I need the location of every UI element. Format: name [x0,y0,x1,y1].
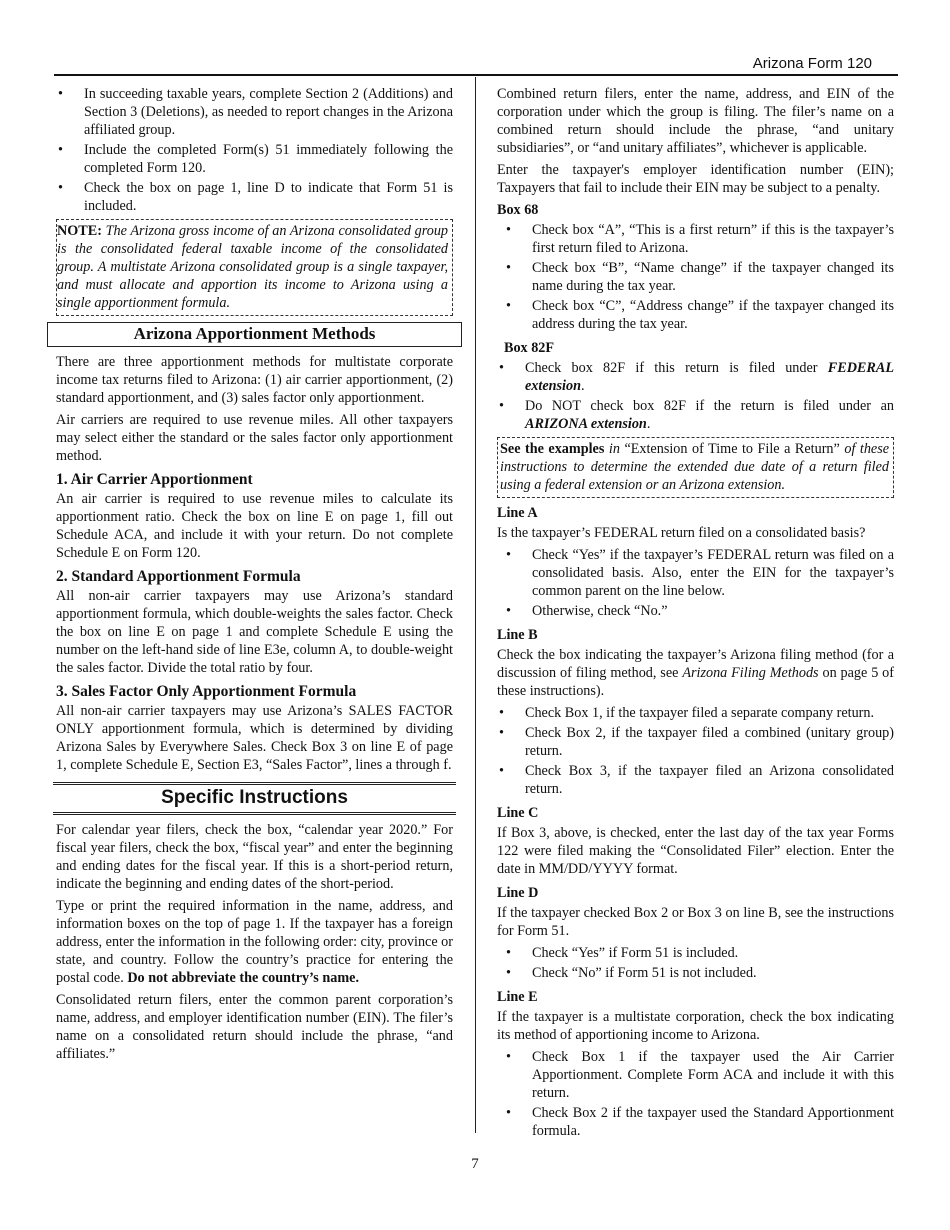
bold-text: Do not abbreviate the country’s name. [127,970,360,986]
paragraph [497,646,894,700]
list-item: • Check “Yes” if Form 51 is included. [497,944,894,962]
paragraph: Enter the taxpayer's employer identification number (EIN); Taxpayers that fail to include their EIN may be subject to a penalty. [497,162,894,196]
note-text: The Arizona gross income of an Arizona consolidated group is the consolidated federal taxable income of the consolidated group. A multistate Arizona consolidated group is a single taxpayer, and must allocate and apportion its income to Arizona using a single apportionment formula. [57,223,449,311]
header-rule [54,74,898,76]
list-item: • Check the box on page 1, line D to indicate that Form 51 is included. [56,179,453,215]
right-column [497,85,894,1142]
paragraph: Combined return filers, enter the name, address, and EIN of the corporation under which the group is filing. The filer’s name on a combined return should include the phrase, “and unitary subsidiaries”, or “and unitary affiliates”, whichever is applicable. [497,86,894,156]
note-label: See the examples [500,441,605,457]
paragraph: If the taxpayer is a multistate corporation, check the box indicating its method of apportioning income to Arizona. [497,1009,894,1043]
subheading-line-c: Line C [497,805,539,821]
box82f-list [497,359,894,433]
list-text: Do NOT check box 82F if the return is filed under an [525,398,894,414]
subheading-line-d: Line D [497,885,539,901]
paragraph: All non-air carrier taxpayers may use Arizona’s standard apportionment formula, which double-weights the sales factor. Check the box on line E on page 1 and complete Schedule E using the number on the left-hand side of line E3e, column A, to double-weight the sales factor. Divide the total ratio by four. [56,588,453,676]
line-b-list [497,704,894,798]
list-item: • Do NOT check box 82F if the return is filed under an ARIZONA extension. [497,397,894,433]
list-item: • Check Box 2, if the taxpayer filed a combined (unitary group) return. [497,724,894,760]
note-text: in [608,441,620,457]
left-column [56,85,453,1067]
list-item: • In succeeding taxable years, complete Section 2 (Additions) and Section 3 (Deletions), as needed to report changes in the Arizona affiliated group. [56,85,453,139]
subheading-line-a: Line A [497,505,538,521]
line-d-list [497,944,894,982]
section-heading-apportionment: Arizona Apportionment Methods [47,322,462,347]
paragraph-text: on page 5 of these instructions). [497,665,895,699]
subheading-line-b: Line B [497,627,538,643]
subheading-box82f: Box 82F [504,340,555,356]
column-divider [475,77,476,1133]
paragraph [56,897,453,987]
subheading-box68: Box 68 [497,202,539,218]
paragraph: Is the taxpayer’s FEDERAL return filed on a consolidated basis? [497,525,866,541]
list-item: • Check Box 2 if the taxpayer used the Standard Apportionment formula. [497,1104,894,1140]
note-text: of these instructions to determine the extended due date of a return filed using a federal extension or an Arizona extension. [500,441,890,493]
paragraph: For calendar year filers, check the box, “calendar year 2020.” For fiscal year filers, check the box, “fiscal year” and enter the beginning and ending dates for the fiscal year. If this is a short-period return, indicate the beginning and ending dates of the short-period. [56,822,453,892]
list-item: • Check box “B”, “Name change” if the taxpayer changed its name during the tax year. [497,259,894,295]
list-item: • Check Box 1, if the taxpayer filed a separate company return. [497,704,894,722]
subheading-line-e: Line E [497,989,538,1005]
list-item: • Include the completed Form(s) 51 immediately following the completed Form 120. [56,141,453,177]
form-title: Arizona Form 120 [752,55,872,72]
list-item: • Check “No” if Form 51 is not included. [497,964,894,982]
subheading-air-carrier: 1. Air Carrier Apportionment [56,471,253,488]
note-box [56,219,453,316]
page-number: 7 [471,1156,479,1172]
section-heading-specific: Specific Instructions [53,782,456,815]
paragraph: An air carrier is required to use revenue miles to calculate its apportionment ratio. Check the box on line E on page 1, fill out Schedule ACA, and include it with your return. Do not complete Schedule E on Form 120. [56,491,453,561]
paragraph: There are three apportionment methods for multistate corporate income tax returns filed to Arizona: (1) air carrier apportionment, (2) standard apportionment, and (3) sales factor only apportionment. [56,354,453,406]
line-e-list [497,1048,894,1140]
list-item: • Check box “C”, “Address change” if the taxpayer changed its address during the tax year. [497,297,894,333]
list-text: Check box 82F if this return is filed under [525,360,818,376]
list-item: • Otherwise, check “No.” [497,602,894,620]
paragraph: If the taxpayer checked Box 2 or Box 3 on line B, see the instructions for Form 51. [497,905,894,939]
emphasis-text: FEDERAL extension [525,360,894,394]
list-item: • Check “Yes” if the taxpayer’s FEDERAL return was filed on a consolidated basis. Also, enter the EIN for the taxpayer’s common parent on the line below. [497,546,894,600]
emphasis-text: ARIZONA extension [525,416,647,432]
list-item: • Check Box 3, if the taxpayer filed an Arizona consolidated return. [497,762,894,798]
box68-list [497,221,894,333]
paragraph: All non-air carrier taxpayers may use Arizona’s SALES FACTOR ONLY apportionment formula, which is determined by dividing Arizona Sales by Everywhere Sales. Check Box 3 on line E of page 1, complete Schedule E, Section E3, “Sales Factor”, lines a through f. [56,703,453,773]
paragraph: If Box 3, above, is checked, enter the last day of the tax year Forms 122 were filed making the “Consolidated Filer” election. Enter the date in MM/DD/YYYY format. [497,825,894,877]
examples-note-box [497,437,894,498]
subheading-standard: 2. Standard Apportionment Formula [56,568,301,585]
note-text: “Extension of Time to File a Return” [624,441,840,457]
line-a-list [497,546,894,620]
paragraph-text: Type or print the required information in the name, address, and information boxes on the top of page 1. If the taxpayer has a foreign address, enter the information in the following order: city, province or state, and country. Follow the country’s practice for entering the postal code. [56,898,453,986]
list-item: • Check box 82F if this return is filed under FEDERAL extension. [497,359,894,395]
emphasis-text: Arizona Filing Methods [682,665,819,681]
paragraph: Consolidated return filers, enter the common parent corporation’s name, address, and employer identification number (EIN). The filer’s name on a consolidated return should include the phrase, “and affiliates.” [56,992,453,1062]
note-label: NOTE: [57,223,102,239]
list-item: • Check box “A”, “This is a first return” if this is the taxpayer’s first return filed to Arizona. [497,221,894,257]
list-item: • Check Box 1 if the taxpayer used the Air Carrier Apportionment. Complete Form ACA and include it with this return. [497,1048,894,1102]
subheading-sales-factor: 3. Sales Factor Only Apportionment Formula [56,683,357,700]
paragraph: Air carriers are required to use revenue miles. All other taxpayers may select either the standard or the sales factor only apportionment method. [56,412,453,464]
paragraph-text: Check the box indicating the taxpayer’s Arizona filing method (for a discussion of filing method, see [497,647,894,681]
top-bullet-list [56,85,453,215]
